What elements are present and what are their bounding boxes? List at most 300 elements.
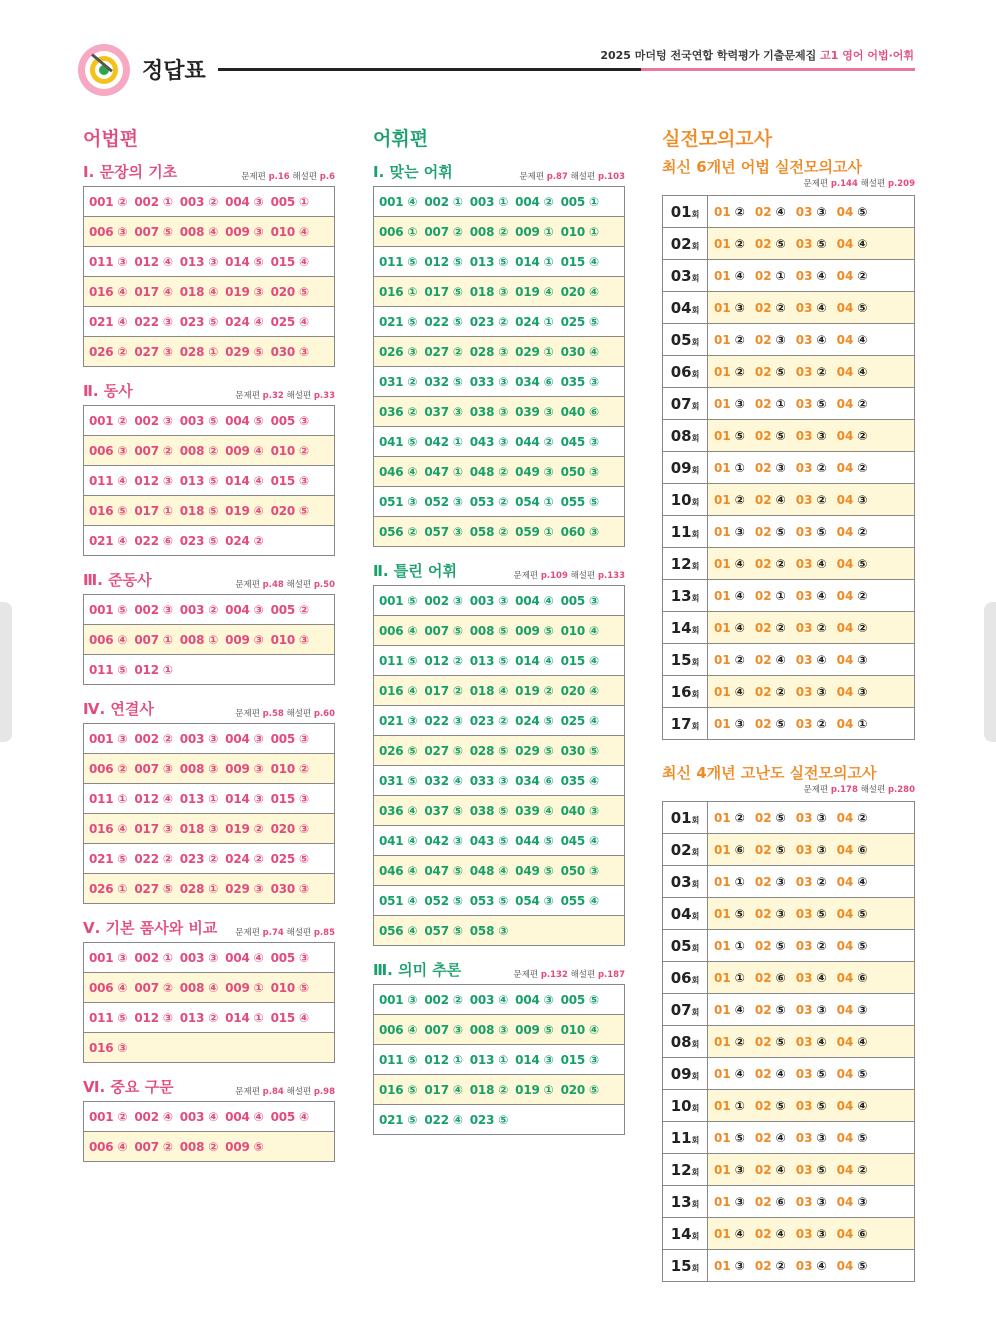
- answer-cell: [374, 985, 625, 1015]
- question-number: 04: [836, 1226, 854, 1241]
- answer-item: 026 ⑤: [379, 743, 418, 758]
- answer-item: 020 ⑤: [270, 284, 309, 299]
- round-number: 05: [670, 330, 692, 349]
- round-number: 02: [670, 234, 692, 253]
- answer-item: 037 ⑤: [424, 803, 463, 818]
- answer-table: [373, 984, 625, 1135]
- round-suffix: 회: [691, 401, 700, 411]
- answer-item: 014 ③: [225, 791, 264, 806]
- question-number: 02: [754, 1034, 772, 1049]
- answer-row: [374, 187, 625, 217]
- explain-label: 해설편: [570, 970, 596, 980]
- mock-answer: ④: [816, 970, 827, 985]
- answer-row: [374, 277, 625, 307]
- answer-row: [84, 844, 335, 874]
- mock-answer: ⑤: [857, 1066, 868, 1081]
- answer-item: 011 ⑤: [379, 254, 418, 269]
- mock-answer: ⑤: [775, 428, 786, 443]
- mock-answer: ②: [816, 460, 827, 475]
- round-number-cell: [663, 196, 708, 228]
- answer-item: 052 ③: [424, 494, 463, 509]
- question-number: 02: [754, 1066, 772, 1081]
- answer-item: 059 ①: [515, 524, 554, 539]
- question-number: 02: [754, 332, 772, 347]
- answer-item: 039 ③: [515, 404, 554, 419]
- answer-item: 026 ①: [89, 881, 128, 896]
- answer-item: 036 ④: [379, 803, 418, 818]
- answer-cell: [84, 874, 335, 904]
- answer-item: 041 ⑤: [379, 434, 418, 449]
- answer-row: [84, 247, 335, 277]
- answer-item: 049 ⑤: [515, 863, 554, 878]
- explain-label: 해설편: [570, 172, 596, 182]
- round-number-cell: [663, 644, 708, 676]
- question-number: 03: [795, 970, 813, 985]
- round-suffix: 회: [691, 497, 700, 507]
- answer-item: 005 ③: [560, 593, 599, 608]
- problem-page: p.48: [262, 580, 284, 590]
- question-number: 03: [795, 492, 813, 507]
- answer-item: 019 ④: [225, 503, 264, 518]
- mock-answer: ③: [857, 1194, 868, 1209]
- answer-cell: [84, 187, 335, 217]
- answer-item: 021 ⑤: [379, 314, 418, 329]
- mock-answers-cell: [708, 802, 915, 834]
- question-number: 03: [795, 364, 813, 379]
- answer-item: 043 ③: [469, 434, 509, 449]
- mock-answer: ①: [775, 268, 786, 283]
- answer-item: 016 ⑤: [89, 503, 128, 518]
- round-number-cell: [663, 994, 708, 1026]
- question-number: 03: [795, 716, 813, 731]
- answer-cell: [374, 616, 625, 646]
- answer-item: 004 ④: [515, 593, 554, 608]
- mock-answer: ⑤: [857, 556, 868, 571]
- round-number-cell: [663, 1058, 708, 1090]
- answer-cell: [374, 676, 625, 706]
- answer-item: 001 ⑤: [379, 593, 418, 608]
- explain-label: 해설편: [860, 785, 886, 795]
- mock-answer: ②: [857, 524, 868, 539]
- answer-item: 003 ②: [179, 602, 219, 617]
- question-number: 04: [836, 810, 854, 825]
- answer-item: 002 ②: [134, 731, 173, 746]
- answer-item: 004 ⑤: [225, 413, 264, 428]
- page-title: 정답표: [142, 59, 206, 84]
- mock-row: [663, 292, 915, 324]
- answer-item: 018 ④: [179, 284, 219, 299]
- question-number: 01: [714, 1130, 731, 1145]
- answer-row: [84, 724, 335, 754]
- mock-answer: ①: [734, 460, 745, 475]
- answer-item: 007 ⑤: [424, 623, 463, 638]
- round-number: 05: [670, 936, 692, 955]
- answer-cell: [84, 406, 335, 436]
- answer-item: 016 ①: [379, 284, 418, 299]
- question-number: 02: [754, 1258, 772, 1273]
- question-number: 01: [714, 396, 731, 411]
- mock-answers-cell: [708, 1186, 915, 1218]
- answer-item: 008 ④: [179, 224, 219, 239]
- answer-item: 006 ④: [89, 1139, 128, 1154]
- answer-item: 010 ④: [270, 224, 309, 239]
- answer-cell: [84, 1132, 335, 1162]
- explain-label: 해설편: [286, 1087, 312, 1097]
- answer-item: 038 ③: [469, 404, 509, 419]
- answer-row: [374, 766, 625, 796]
- question-number: 04: [836, 1258, 854, 1273]
- answer-item: 032 ④: [424, 773, 463, 788]
- answer-item: 003 ①: [469, 194, 509, 209]
- answer-item: 035 ④: [560, 773, 599, 788]
- section-header: [83, 568, 335, 590]
- page-refs: [235, 389, 335, 401]
- mock-answers-cell: [708, 324, 915, 356]
- answer-item: 013 ③: [179, 254, 219, 269]
- answer-item: 010 ②: [270, 443, 309, 458]
- answer-item: 016 ④: [379, 683, 418, 698]
- question-number: 03: [795, 332, 813, 347]
- question-number: 01: [714, 970, 731, 985]
- mock-answer: ②: [734, 492, 745, 507]
- problem-label: 문제편: [513, 970, 539, 980]
- answer-item: 020 ⑤: [270, 503, 309, 518]
- round-number: 08: [670, 1032, 692, 1051]
- mock-row: [663, 834, 915, 866]
- problem-label: 문제편: [235, 391, 260, 401]
- book-year: 2025: [600, 49, 631, 62]
- mock-answer: ④: [816, 588, 827, 603]
- explain-page: p.133: [597, 571, 625, 581]
- mock-row: [663, 898, 915, 930]
- answer-item: 033 ③: [469, 773, 509, 788]
- mock-answer: ⑤: [816, 236, 827, 251]
- mock-answer: ⑤: [816, 1066, 827, 1081]
- round-number: 11: [670, 522, 692, 541]
- mock-answer: ③: [857, 1002, 868, 1017]
- answer-row: [84, 784, 335, 814]
- answer-cell: [374, 307, 625, 337]
- answer-item: 012 ④: [134, 254, 173, 269]
- question-number: 03: [795, 1034, 813, 1049]
- question-number: 03: [795, 1130, 813, 1145]
- mock-answer: ②: [857, 810, 868, 825]
- round-number: 15: [670, 650, 692, 669]
- answer-cell: [84, 307, 335, 337]
- answer-item: 029 ③: [225, 881, 264, 896]
- answer-item: 019 ②: [515, 683, 554, 698]
- question-number: 04: [836, 620, 854, 635]
- question-number: 01: [714, 364, 731, 379]
- mock-answer: ③: [816, 1130, 827, 1145]
- answer-row: [374, 916, 625, 946]
- answer-item: 020 ④: [560, 683, 599, 698]
- mock-answer: ⑥: [857, 842, 868, 857]
- page-refs: [513, 968, 625, 980]
- question-number: 02: [754, 1130, 772, 1145]
- mock-answers-cell: [708, 548, 915, 580]
- answer-item: 004 ③: [225, 194, 264, 209]
- answer-item: 004 ③: [225, 602, 264, 617]
- section-header: [373, 559, 625, 581]
- answer-item: 011 ③: [89, 254, 128, 269]
- question-number: 02: [754, 460, 772, 475]
- page-refs: [235, 926, 335, 938]
- answer-item: 021 ④: [89, 314, 128, 329]
- answer-item: 010 ⑤: [270, 980, 309, 995]
- answer-cell: [374, 397, 625, 427]
- mock-answer: ⑤: [816, 1162, 827, 1177]
- problem-page: p.132: [540, 970, 568, 980]
- answer-cell: [84, 973, 335, 1003]
- question-number: 04: [836, 588, 854, 603]
- mock-answer: ⑤: [775, 716, 786, 731]
- answer-item: 004 ③: [225, 731, 264, 746]
- problem-page: p.84: [262, 1087, 284, 1097]
- answer-item: 021 ⑤: [379, 1112, 418, 1127]
- answer-item: 030 ⑤: [560, 743, 599, 758]
- question-number: 02: [754, 1226, 772, 1241]
- answer-item: 057 ⑤: [424, 923, 463, 938]
- answer-item: 005 ③: [270, 731, 309, 746]
- answer-item: 015 ④: [560, 254, 599, 269]
- mock-row: [663, 1250, 915, 1282]
- question-number: 03: [795, 396, 813, 411]
- question-number: 01: [714, 268, 731, 283]
- mock-row: [663, 196, 915, 228]
- mock-answers-cell: [708, 388, 915, 420]
- answer-item: 012 ③: [134, 1010, 173, 1025]
- mock-answer: ⑥: [857, 970, 868, 985]
- answer-item: 005 ④: [270, 1109, 309, 1124]
- question-number: 01: [714, 300, 731, 315]
- question-number: 04: [836, 1066, 854, 1081]
- question-number: 02: [754, 300, 772, 315]
- explain-page: p.98: [313, 1087, 335, 1097]
- answer-item: 023 ②: [469, 314, 509, 329]
- book-name: 마더텅 전국연합 학력평가 기출문제집: [630, 49, 821, 62]
- question-number: 01: [714, 428, 731, 443]
- question-number: 02: [754, 716, 772, 731]
- answer-row: [84, 754, 335, 784]
- question-number: 03: [795, 1162, 813, 1177]
- answer-item: 012 ⑤: [424, 254, 463, 269]
- answer-item: 042 ①: [424, 434, 463, 449]
- answer-item: 006 ③: [89, 443, 128, 458]
- answer-item: 028 ①: [179, 344, 219, 359]
- mock-page-refs: [662, 177, 915, 189]
- answer-row: [84, 187, 335, 217]
- question-number: 01: [714, 1002, 731, 1017]
- answer-item: 022 ③: [134, 314, 173, 329]
- answer-row: [374, 1045, 625, 1075]
- section-title: Ⅱ. 동사: [83, 382, 133, 400]
- mock-answer: ②: [734, 652, 745, 667]
- round-suffix: 회: [691, 625, 700, 635]
- answer-item: 011 ①: [89, 791, 128, 806]
- answer-row: [374, 646, 625, 676]
- mock-row: [663, 1058, 915, 1090]
- question-number: 02: [754, 810, 772, 825]
- mock-answer: ⑤: [775, 364, 786, 379]
- mock-answer: ②: [816, 938, 827, 953]
- answer-row: [84, 595, 335, 625]
- answer-row: [84, 466, 335, 496]
- mock-answers-cell: [708, 516, 915, 548]
- mock-answer: ⑤: [775, 524, 786, 539]
- round-number: 16: [670, 682, 692, 701]
- round-number-cell: [663, 420, 708, 452]
- round-number: 14: [670, 618, 692, 637]
- section-title: Ⅵ. 중요 구문: [83, 1078, 174, 1096]
- answer-item: 039 ④: [515, 803, 554, 818]
- question-number: 01: [714, 938, 731, 953]
- question-number: 01: [714, 1258, 731, 1273]
- mock-answer: ③: [816, 428, 827, 443]
- round-number: 03: [670, 266, 692, 285]
- answer-item: 008 ①: [179, 632, 219, 647]
- mock-answer: ③: [857, 684, 868, 699]
- answer-item: 020 ③: [270, 821, 309, 836]
- mock-row: [663, 612, 915, 644]
- answer-cell: [374, 1075, 625, 1105]
- answer-row: [374, 307, 625, 337]
- mock-answer: ③: [816, 1002, 827, 1017]
- mock-answer: ④: [857, 874, 868, 889]
- question-number: 01: [714, 332, 731, 347]
- round-suffix: 회: [691, 911, 700, 921]
- answer-item: 019 ②: [225, 821, 264, 836]
- answer-row: [374, 856, 625, 886]
- answer-cell: [374, 1045, 625, 1075]
- answer-item: 007 ⑤: [134, 224, 173, 239]
- answer-item: 028 ③: [469, 344, 509, 359]
- answer-item: 006 ④: [89, 632, 128, 647]
- grammar-title: 어법편: [83, 128, 139, 150]
- answer-table: [83, 942, 335, 1063]
- answer-cell: [84, 1102, 335, 1132]
- round-number: 13: [670, 1192, 692, 1211]
- answer-row: [84, 625, 335, 655]
- question-number: 03: [795, 460, 813, 475]
- answer-item: 023 ⑤: [179, 314, 219, 329]
- answer-item: 029 ⑤: [225, 344, 264, 359]
- mock-answer: ④: [816, 652, 827, 667]
- round-suffix: 회: [691, 369, 700, 379]
- page-refs: [241, 170, 335, 182]
- question-number: 03: [795, 684, 813, 699]
- answer-row: [374, 676, 625, 706]
- answer-item: 024 ①: [515, 314, 554, 329]
- mock-answer: ④: [816, 300, 827, 315]
- answer-item: 009 ①: [225, 980, 264, 995]
- answer-item: 019 ③: [225, 284, 264, 299]
- mock-row: [663, 930, 915, 962]
- answer-item: 057 ③: [424, 524, 463, 539]
- mock-answer: ③: [775, 906, 786, 921]
- mock-answer: ③: [775, 332, 786, 347]
- question-number: 02: [754, 652, 772, 667]
- question-number: 04: [836, 906, 854, 921]
- round-number: 15: [670, 1256, 692, 1275]
- answer-row: [374, 517, 625, 547]
- section-title: Ⅲ. 준동사: [83, 571, 152, 589]
- answer-item: 005 ①: [270, 194, 309, 209]
- answer-item: 001 ②: [89, 413, 128, 428]
- problem-page: p.32: [262, 391, 284, 401]
- answer-cell: [374, 856, 625, 886]
- round-number: 11: [670, 1128, 692, 1147]
- question-number: 03: [795, 268, 813, 283]
- answer-item: 047 ⑤: [424, 863, 463, 878]
- question-number: 03: [795, 1098, 813, 1113]
- mock-answer: ③: [775, 460, 786, 475]
- question-number: 04: [836, 1034, 854, 1049]
- answer-row: [374, 247, 625, 277]
- mock-answers-cell: [708, 708, 915, 740]
- mock-answer: ②: [816, 874, 827, 889]
- explain-label: 해설편: [286, 709, 312, 719]
- answer-row: [84, 307, 335, 337]
- question-number: 01: [714, 716, 731, 731]
- mock-answers-cell: [708, 930, 915, 962]
- answer-cell: [84, 784, 335, 814]
- answer-item: 006 ④: [379, 1022, 418, 1037]
- answer-item: 002 ③: [134, 413, 173, 428]
- mock-row: [663, 708, 915, 740]
- problem-label: 문제편: [803, 785, 829, 795]
- answer-item: 010 ①: [560, 224, 599, 239]
- question-number: 03: [795, 204, 813, 219]
- answer-item: 009 ③: [225, 761, 264, 776]
- answer-item: 051 ④: [379, 893, 418, 908]
- question-number: 04: [836, 938, 854, 953]
- answer-cell: [374, 337, 625, 367]
- mock-answer: ④: [775, 1066, 786, 1081]
- answer-item: 016 ③: [89, 1040, 128, 1055]
- mock-answer: ②: [857, 428, 868, 443]
- round-number: 14: [670, 1224, 692, 1243]
- answer-item: 014 ①: [515, 254, 554, 269]
- answer-item: 013 ①: [469, 1052, 509, 1067]
- problem-label: 문제편: [235, 709, 260, 719]
- mock-answer: ④: [734, 588, 745, 603]
- mock-answers-cell: [708, 612, 915, 644]
- question-number: 03: [795, 556, 813, 571]
- answer-item: 040 ③: [560, 803, 599, 818]
- answer-item: 021 ③: [379, 713, 418, 728]
- question-number: 04: [836, 460, 854, 475]
- answer-item: 006 ③: [89, 224, 128, 239]
- mock-answer: ③: [734, 716, 745, 731]
- question-number: 02: [754, 524, 772, 539]
- round-suffix: 회: [691, 465, 700, 475]
- answer-cell: [374, 766, 625, 796]
- answer-row: [84, 337, 335, 367]
- mock-row: [663, 484, 915, 516]
- answer-item: 030 ④: [560, 344, 599, 359]
- answer-item: 017 ②: [424, 683, 463, 698]
- question-number: 03: [795, 524, 813, 539]
- answer-cell: [84, 625, 335, 655]
- answer-item: 053 ②: [469, 494, 509, 509]
- mock-answer: ⑤: [775, 236, 786, 251]
- answer-item: 017 ④: [134, 284, 173, 299]
- mock-row: [663, 420, 915, 452]
- answer-item: 008 ②: [469, 224, 509, 239]
- section-title: Ⅱ. 틀린 어휘: [373, 562, 457, 580]
- question-number: 01: [714, 620, 731, 635]
